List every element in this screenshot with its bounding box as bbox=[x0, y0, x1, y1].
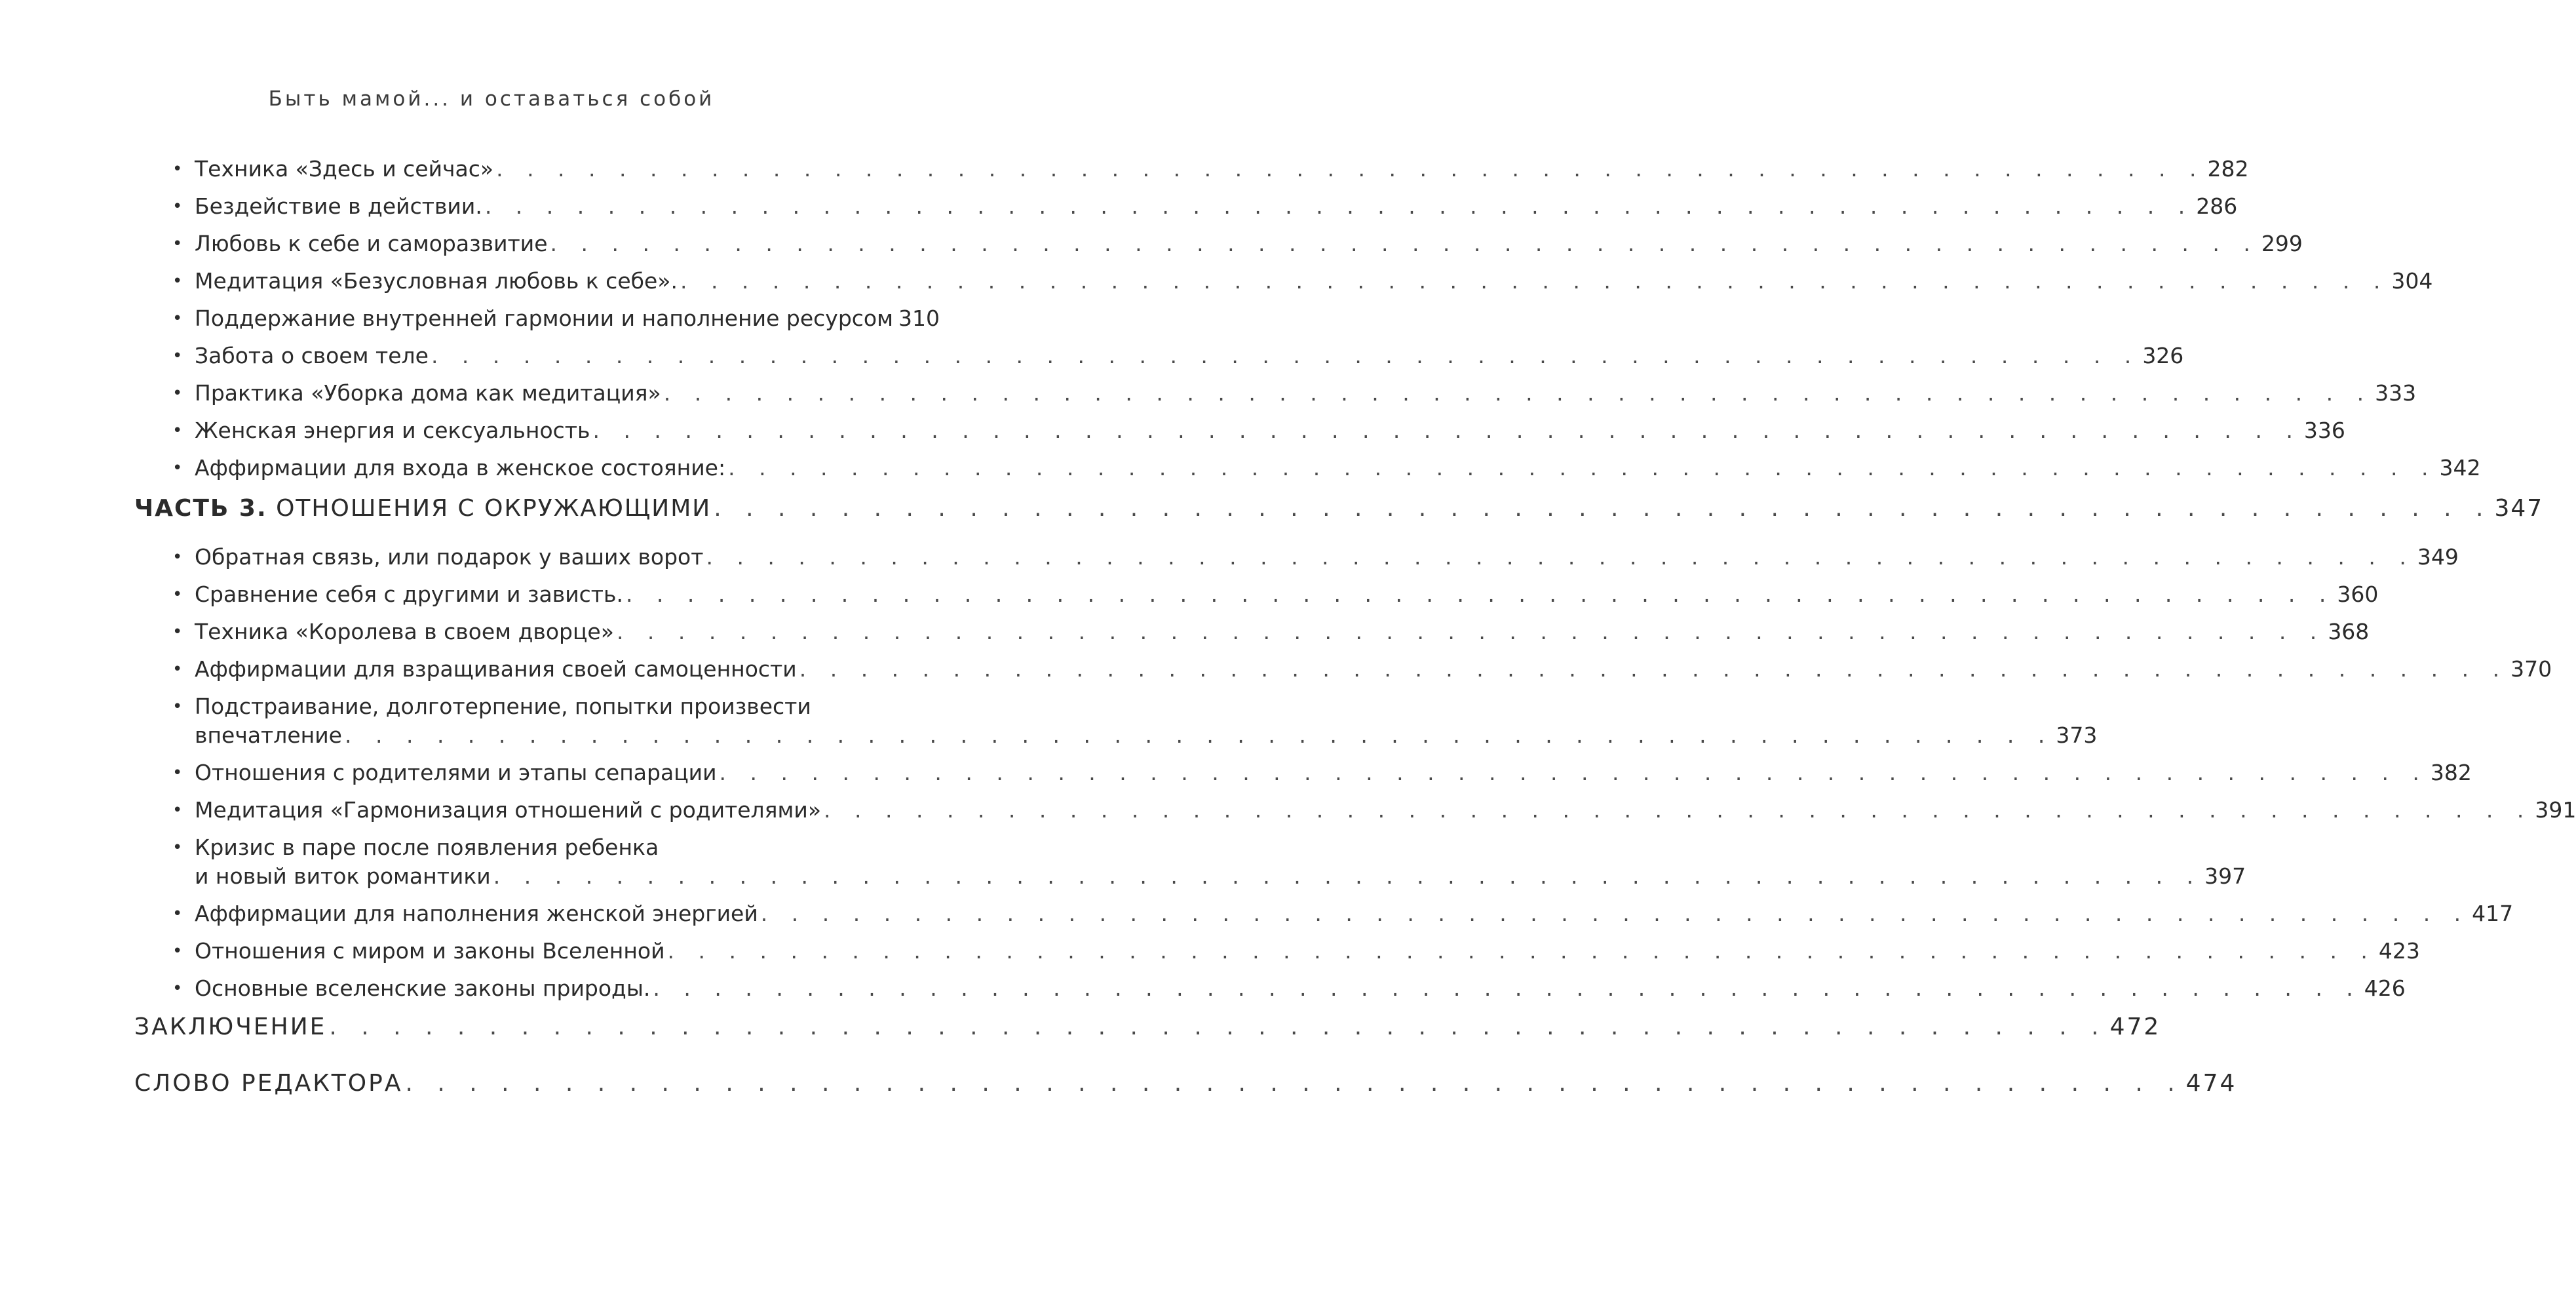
toc-entry[interactable] bbox=[134, 833, 2246, 891]
toc-entry-title: Любовь к себе и саморазвитие bbox=[195, 231, 548, 256]
toc-entry[interactable] bbox=[134, 543, 2459, 572]
toc-page-number: 370 bbox=[2510, 656, 2552, 682]
dot-leader: . . . . . . . . . . . . . . . . . . . . . . . . . . . . . . . . . . . . . . . . . . . . . . . . . . . . . . . . bbox=[728, 455, 2437, 481]
dot-leader: . . . . . . . . . . . . . . . . . . . . . . . . . . . . . . . . . . . . . . . . . . . . . . . . . . . . . . . . bbox=[824, 797, 2533, 823]
bullet-icon: • bbox=[172, 383, 183, 403]
toc-page-number: 426 bbox=[2364, 975, 2406, 1001]
dot-leader: . . . . . . . . . . . . . . . . . . . . . . . . . . . . . . . . . . . . . . . . . . . . . . . . . . . . . . . . bbox=[616, 619, 2326, 644]
bullet-icon: • bbox=[172, 763, 183, 783]
toc-major-title: СЛОВО РЕДАКТОРА bbox=[134, 1070, 403, 1097]
toc-page-number: 286 bbox=[2196, 193, 2238, 219]
dot-leader: . . . . . . . . . . . . . . . . . . . . . . . . . . . . . . . . . . . . . . . . . . . . . . . . . . . . . . . . bbox=[405, 1070, 2183, 1097]
toc-entry[interactable] bbox=[134, 655, 2552, 684]
bullet-icon: • bbox=[172, 585, 183, 604]
bullet-icon: • bbox=[172, 659, 183, 679]
dot-leader: . . . . . . . . . . . . . . . . . . . . . . . . . . . . . . . . . . . . . . . . . . . . . . . . . . . . . . . . bbox=[484, 193, 2194, 219]
toc-entry[interactable] bbox=[134, 379, 2417, 408]
bullet-icon: • bbox=[172, 800, 183, 820]
toc-page-number: 472 bbox=[2109, 1013, 2161, 1040]
toc-page-number: 326 bbox=[2142, 343, 2184, 368]
toc-entry-title: Обратная связь, или подарок у ваших ворот bbox=[195, 544, 704, 570]
part-name: ОТНОШЕНИЯ С ОКРУЖАЮЩИМИ bbox=[276, 495, 712, 522]
toc-entry-line2 bbox=[195, 862, 2246, 891]
toc-entry-title: Забота о своем теле bbox=[195, 343, 429, 368]
bullet-icon: • bbox=[172, 271, 183, 291]
toc-entry-title: Практика «Уборка дома как медитация» bbox=[195, 380, 661, 406]
bullet-icon: • bbox=[172, 309, 183, 328]
toc-entry[interactable] bbox=[134, 618, 2370, 646]
toc-page-number: 474 bbox=[2185, 1070, 2237, 1097]
toc-entry-title: Техника «Здесь и сейчас» bbox=[195, 156, 494, 182]
toc-entry-title: Основные вселенские законы природы. bbox=[195, 975, 651, 1001]
toc-entry-title-line2: и новый виток романтики bbox=[195, 863, 491, 889]
toc-page-number: 391 bbox=[2535, 797, 2576, 823]
bullet-icon: • bbox=[172, 346, 183, 366]
toc-entry[interactable] bbox=[134, 937, 2420, 966]
dot-leader: . . . . . . . . . . . . . . . . . . . . . . . . . . . . . . . . . . . . . . . . . . . . . . . . . . . . . . . . bbox=[550, 231, 2259, 256]
part-title bbox=[134, 493, 711, 524]
bullet-icon: • bbox=[172, 697, 183, 717]
toc-part-heading[interactable] bbox=[134, 493, 2544, 524]
bullet-icon: • bbox=[172, 979, 183, 998]
dot-leader: . . . . . . . . . . . . . . . . . . . . . . . . . . . . . . . . . . . . . . . . . . . . . . . . . . . . . . . . bbox=[663, 380, 2373, 406]
toc-entry[interactable] bbox=[134, 758, 2472, 787]
toc-entry-title-line2: впечатление bbox=[195, 722, 342, 748]
dot-leader: . . . . . . . . . . . . . . . . . . . . . . . . . . . . . . . . . . . . . . . . . . . . . . . . . . . . . . . . bbox=[329, 1013, 2107, 1040]
toc-entry[interactable] bbox=[134, 304, 940, 333]
dot-leader: . . . . . . . . . . . . . . . . . . . . . . . . . . . . . . . . . . . . . . . . . . . . . . . . . . . . . . . . bbox=[496, 156, 2205, 182]
toc-page-number: 360 bbox=[2337, 581, 2379, 607]
toc-page-number: 417 bbox=[2472, 901, 2514, 926]
toc-entry[interactable] bbox=[134, 192, 2238, 221]
toc-conclusion[interactable] bbox=[134, 1011, 2161, 1043]
dot-leader: . . . . . . . . . . . . . . . . . . . . . . . . . . . . . . . . . . . . . . . . . . . . . . . . . . . . . . . . bbox=[680, 268, 2389, 294]
toc-editor-word[interactable] bbox=[134, 1068, 2237, 1099]
toc-entry-title: Аффирмации для взращивания своей самоценности bbox=[195, 656, 797, 682]
toc-entry-title: Бездействие в действии. bbox=[195, 193, 482, 219]
part-label: ЧАСТЬ 3. bbox=[134, 495, 267, 522]
toc-page-number: 310 bbox=[898, 305, 940, 331]
dot-leader: . . . . . . . . . . . . . . . . . . . . . . . . . . . . . . . . . . . . . . . . . . . . . . . . . . . . . . . . bbox=[719, 760, 2428, 785]
toc-entry[interactable] bbox=[134, 580, 2379, 609]
toc-page-number: 382 bbox=[2430, 760, 2472, 785]
toc-page-number: 299 bbox=[2261, 231, 2303, 256]
toc-page-number: 368 bbox=[2328, 619, 2370, 644]
bullet-icon: • bbox=[172, 197, 183, 216]
dot-leader: . . . . . . . . . . . . . . . . . . . . . . . . . . . . . . . . . . . . . . . . . . . . . . . . . . . . . . . . bbox=[799, 656, 2509, 682]
dot-leader: . . . . . . . . . . . . . . . . . . . . . . . . . . . . . . . . . . . . . . . . . . . . . . . . . . . . . . . . bbox=[667, 938, 2376, 964]
bullet-icon: • bbox=[172, 547, 183, 567]
toc-page-number: 333 bbox=[2375, 380, 2417, 406]
toc-entry[interactable] bbox=[134, 454, 2481, 482]
toc-entry[interactable] bbox=[134, 267, 2433, 296]
toc-entry-title: Поддержание внутренней гармонии и наполнение ресурсом bbox=[195, 305, 894, 331]
toc-page-number: 342 bbox=[2439, 455, 2481, 481]
toc-page-number: 336 bbox=[2303, 418, 2345, 443]
running-header: Быть мамой... и оставаться собой bbox=[268, 87, 715, 111]
dot-leader: . . . . . . . . . . . . . . . . . . . . . . . . . . . . . . . . . . . . . . . . . . . . . . . . . . . . . . . . bbox=[493, 863, 2202, 889]
toc-entry-title: Сравнение себя с другими и зависть. bbox=[195, 581, 623, 607]
toc-entry-title-line1: Кризис в паре после появления ребенка bbox=[195, 835, 659, 860]
toc-page-number: 349 bbox=[2417, 544, 2459, 570]
bullet-icon: • bbox=[172, 421, 183, 441]
toc-entry[interactable] bbox=[134, 229, 2303, 258]
toc-entry-title: Аффирмации для наполнения женской энергией bbox=[195, 901, 758, 926]
toc-page-number: 423 bbox=[2378, 938, 2420, 964]
bullet-icon: • bbox=[172, 458, 183, 478]
toc-major-title: ЗАКЛЮЧЕНИЕ bbox=[134, 1013, 327, 1040]
toc-entry-title: Женская энергия и сексуальность bbox=[195, 418, 590, 443]
dot-leader: . . . . . . . . . . . . . . . . . . . . . . . . . . . . . . . . . . . . . . . . . . . . . . . . . . . . . . . . bbox=[592, 418, 2301, 443]
bullet-icon: • bbox=[172, 622, 183, 642]
toc-page-number: 304 bbox=[2391, 268, 2433, 294]
toc-entry[interactable] bbox=[134, 416, 2345, 445]
toc-page-number: 347 bbox=[2494, 495, 2544, 522]
bullet-icon: • bbox=[172, 234, 183, 254]
toc-entry-title: Отношения с миром и законы Вселенной bbox=[195, 938, 665, 964]
toc-page-number: 397 bbox=[2204, 863, 2246, 889]
bullet-icon: • bbox=[172, 941, 183, 961]
toc-entry-title-line1: Подстраивание, долготерпение, попытки произвести bbox=[195, 694, 811, 719]
toc-entry-title: Отношения с родителями и этапы сепарации bbox=[195, 760, 717, 785]
toc-entry[interactable] bbox=[134, 974, 2406, 1003]
dot-leader: . . . . . . . . . . . . . . . . . . . . . . . . . . . . . . . . . . . . . . . . . . . . . . . . . . . . . . . . bbox=[653, 975, 2362, 1001]
dot-leader: . . . . . . . . . . . . . . . . . . . . . . . . . . . . . . . . . . . . . . . . . . . . . . . . . . . . . . . . bbox=[714, 495, 2492, 522]
dot-leader: . . . . . . . . . . . . . . . . . . . . . . . . . . . . . . . . . . . . . . . . . . . . . . . . . . . . . . . . bbox=[706, 544, 2415, 570]
bullet-icon: • bbox=[172, 904, 183, 924]
dot-leader: . . . . . . . . . . . . . . . . . . . . . . . . . . . . . . . . . . . . . . . . . . . . . . . . . . . . . . . . bbox=[760, 901, 2470, 926]
dot-leader: . . . . . . . . . . . . . . . . . . . . . . . . . . . . . . . . . . . . . . . . . . . . . . . . . . . . . . . . bbox=[625, 581, 2335, 607]
toc-entry-title: Медитация «Гармонизация отношений с родителями» bbox=[195, 797, 822, 823]
dot-leader: . . . . . . . . . . . . . . . . . . . . . . . . . . . . . . . . . . . . . . . . . . . . . . . . . . . . . . . . bbox=[345, 722, 2054, 748]
bullet-icon: • bbox=[172, 838, 183, 857]
toc-page-number: 282 bbox=[2207, 156, 2249, 182]
bullet-icon: • bbox=[172, 159, 183, 179]
toc-page-number: 373 bbox=[2056, 722, 2098, 748]
dot-leader: . . . . . . . . . . . . . . . . . . . . . . . . . . . . . . . . . . . . . . . . . . . . . . . . . . . . . . . . bbox=[431, 343, 2140, 368]
table-of-contents bbox=[134, 155, 2576, 1099]
toc-entry-line2 bbox=[195, 721, 2098, 750]
toc-entry[interactable] bbox=[134, 342, 2184, 370]
toc-entry-title: Техника «Королева в своем дворце» bbox=[195, 619, 614, 644]
toc-entry[interactable] bbox=[134, 155, 2249, 184]
toc-entry[interactable] bbox=[134, 796, 2576, 825]
toc-entry[interactable] bbox=[134, 899, 2514, 928]
toc-entry-title: Медитация «Безусловная любовь к себе». bbox=[195, 268, 678, 294]
toc-entry[interactable] bbox=[134, 692, 2098, 750]
toc-entry-title: Аффирмации для входа в женское состояние: bbox=[195, 455, 726, 481]
